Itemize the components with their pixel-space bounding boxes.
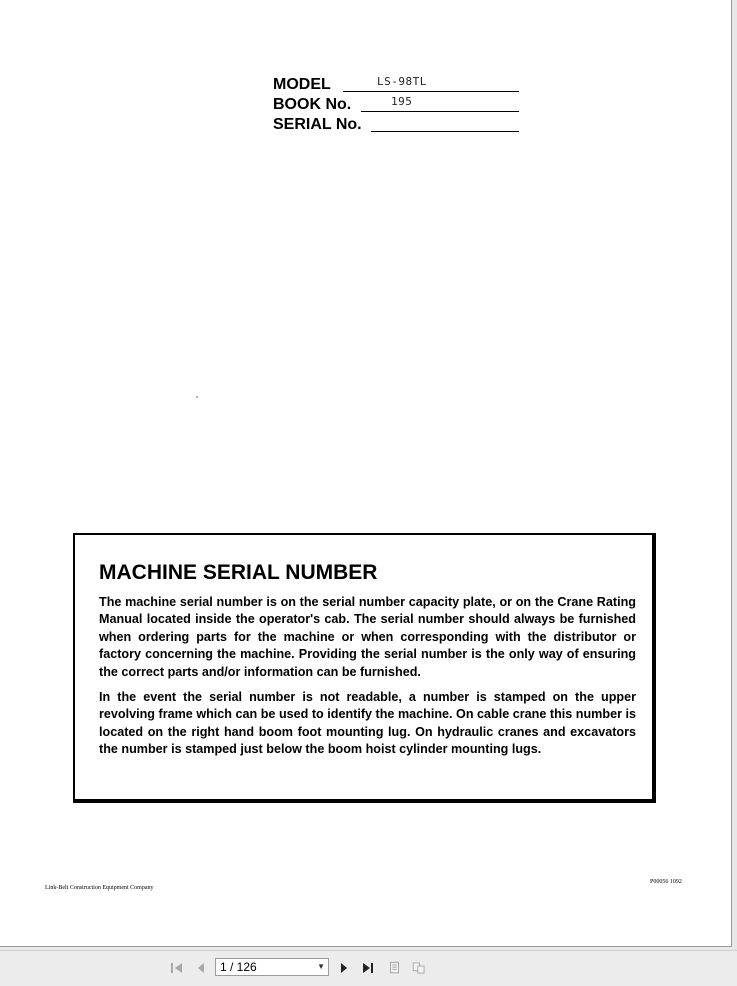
- previous-page-icon[interactable]: [194, 961, 208, 975]
- single-page-view-icon[interactable]: [388, 961, 402, 975]
- model-field: [273, 75, 523, 95]
- footer-document-code: P00056 1092: [650, 879, 682, 885]
- model-underline: [343, 91, 519, 92]
- book-number-field: [273, 95, 523, 115]
- last-page-icon[interactable]: [361, 961, 375, 975]
- serial-number-underline: [371, 131, 519, 132]
- book-number-underline: [361, 111, 519, 112]
- chevron-down-icon: ▼: [317, 962, 325, 971]
- navigation-toolbar: [0, 950, 737, 986]
- book-number-value: 195: [391, 95, 413, 108]
- serial-number-field: [273, 115, 523, 135]
- notice-paragraph-2: In the event the serial number is not readable, a number is stamped on the upper revolving frame which can be used to identify the machine. On cable crane this number is located on the right hand boom foot mounting lug. On hydraulic cranes and excavators the number is stamped just below the boom hoist cylinder mounting lugs.: [99, 690, 636, 757]
- next-page-icon[interactable]: [337, 961, 351, 975]
- model-label: MODEL: [273, 76, 331, 93]
- model-value: LS-98TL: [377, 75, 427, 88]
- serial-number-notice: [73, 533, 656, 803]
- scan-speck: [196, 396, 198, 398]
- footer-company-name: Link-Belt Construction Equipment Company: [45, 885, 154, 891]
- two-page-view-icon[interactable]: [412, 961, 426, 975]
- page-indicator-text: 1 / 126: [220, 960, 257, 974]
- notice-paragraph-1: The machine serial number is on the serial number capacity plate, or on the Crane Rating Manual located inside the operator's cab. The serial number should always be furnished when ordering parts for the machine or when corresponding with the distributor or factory concerning the machine. Providing the serial number is the only way of ensuring the correct parts and/or information can be furnished.: [99, 595, 636, 679]
- first-page-icon[interactable]: [170, 961, 184, 975]
- book-number-label: BOOK No.: [273, 96, 352, 113]
- serial-number-label: SERIAL No.: [273, 116, 362, 133]
- notice-title: MACHINE SERIAL NUMBER: [99, 561, 378, 584]
- page-number-select[interactable]: [215, 958, 329, 976]
- header-fields: [273, 75, 523, 135]
